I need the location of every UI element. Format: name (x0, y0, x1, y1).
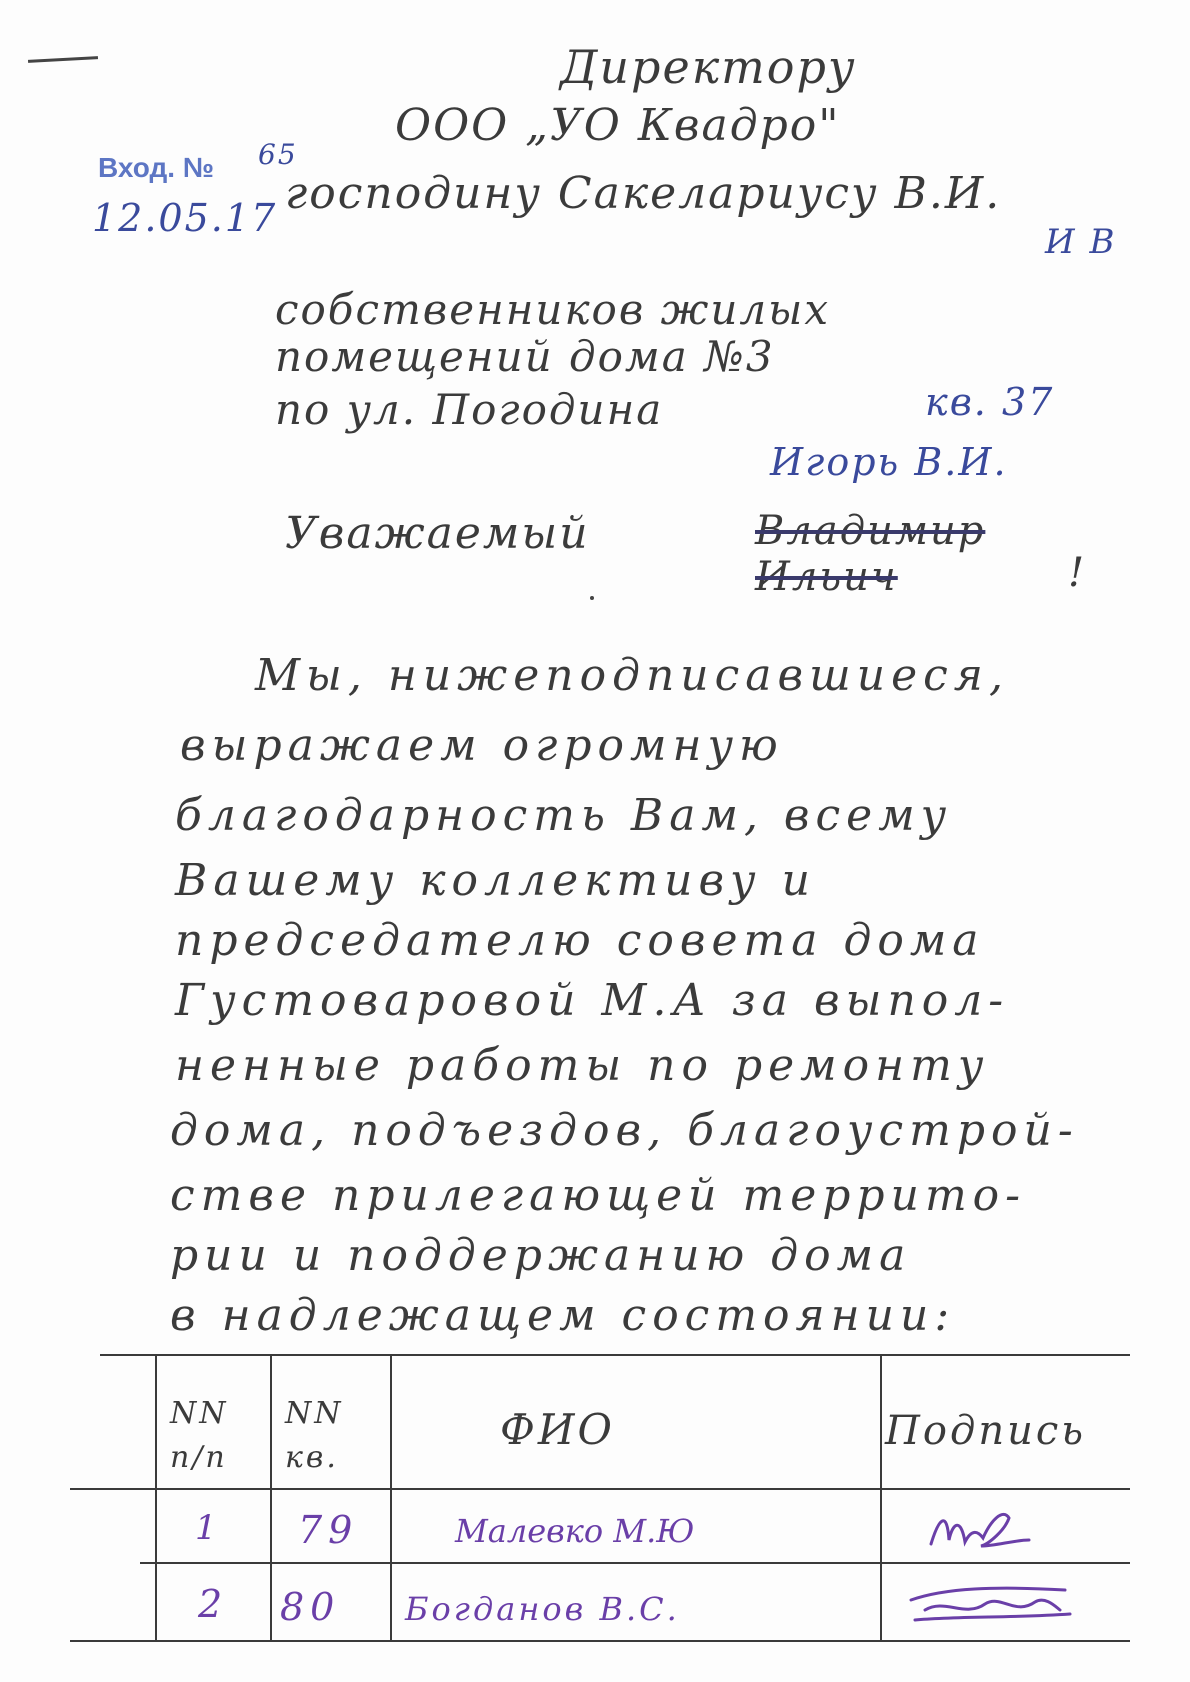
table-col-divider (270, 1354, 272, 1642)
body-line: дома, подъездов, благоустрой- (170, 1105, 1079, 1156)
from-line-1: собственников жилых (275, 285, 831, 334)
from-name-note: Игорь В.И. (770, 440, 1008, 484)
addressee-line-1: Директору (560, 40, 857, 94)
row-2-number: 2 (198, 1582, 223, 1626)
table-rule-row1 (140, 1562, 1130, 1564)
from-apartment-note: кв. 37 (925, 380, 1055, 424)
scan-artifact-mark (28, 56, 98, 63)
header-signature: Подпись (885, 1408, 1087, 1454)
body-line: стве прилегающей террито- (170, 1170, 1027, 1221)
stamp-date: 12.05.17 (92, 196, 278, 240)
row-1-number: 1 (195, 1508, 217, 1548)
stamp-label: Вход. № (98, 152, 215, 183)
header-apartment: NN кв. (285, 1396, 344, 1475)
header-row-number: NN п/п (170, 1396, 229, 1475)
table-rule-top (100, 1354, 1130, 1356)
row-2-full-name: Богданов В.С. (405, 1590, 680, 1628)
from-line-2: помещений дома №3 (275, 332, 775, 381)
ink-dot (590, 596, 594, 600)
body-line: ненные работы по ремонту (175, 1040, 990, 1091)
table-col-divider (390, 1354, 392, 1642)
table-rule-header (70, 1488, 1130, 1490)
body-line: в надлежащем состоянии: (170, 1290, 956, 1341)
row-1-apartment: 79 (298, 1508, 359, 1552)
body-line: председателю совета дома (175, 915, 985, 966)
registration-stamp (98, 152, 214, 184)
header-full-name: ФИО (500, 1405, 615, 1454)
addressee-line-2: ООО „УО Квадро" (395, 100, 841, 151)
signature-scribble-icon (925, 1500, 1035, 1556)
body-line: выражаем огромную (180, 720, 784, 771)
signature-scribble-icon (905, 1580, 1075, 1630)
row-2-signature (905, 1580, 1075, 1630)
table-col-divider (880, 1354, 882, 1642)
row-1-full-name: Малевко М.Ю (455, 1512, 695, 1550)
stamp-number: 65 (258, 138, 298, 171)
salutation-exclamation: ! (1068, 550, 1087, 596)
table-rule-bottom (70, 1640, 1130, 1642)
row-2-apartment: 80 (280, 1585, 341, 1629)
from-line-3: по ул. Погодина (275, 385, 664, 434)
addressee-line-3: господину Сакелариусу В.И. (285, 168, 1002, 219)
salutation-struck-name: Владимир Ильич (755, 508, 986, 600)
body-line: Мы, нижеподписавшиеся, (255, 650, 1009, 701)
salutation-greeting: Уважаемый (285, 508, 590, 559)
body-line: Густоваровой М.А за выпол- (175, 975, 1010, 1026)
addressee-initials-note: И В (1045, 222, 1117, 262)
body-line: рии и поддержанию дома (170, 1230, 912, 1281)
body-line: благодарность Вам, всему (175, 790, 953, 841)
table-col-divider (155, 1354, 157, 1642)
row-1-signature (925, 1500, 1035, 1556)
body-line: Вашему коллективу и (175, 855, 816, 906)
